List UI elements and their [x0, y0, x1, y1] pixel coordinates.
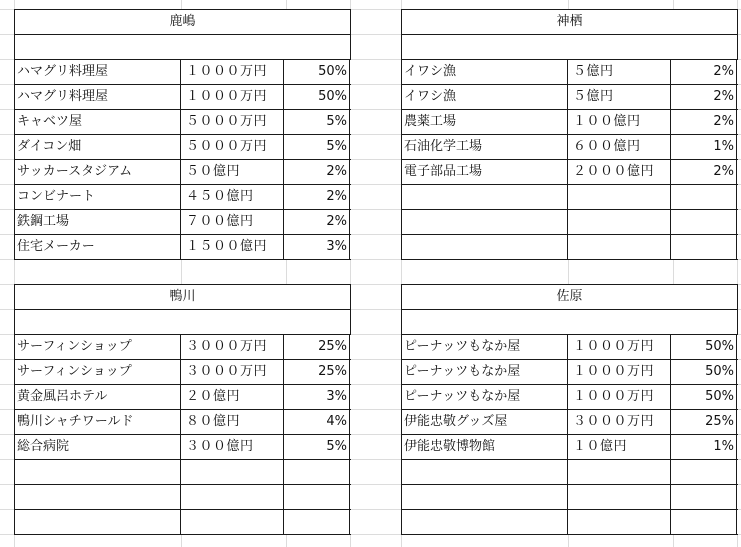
table-title[interactable]: 鴨川 [15, 285, 351, 309]
amount-cell[interactable]: ２０億円 [181, 385, 284, 409]
amount-cell[interactable]: ８０億円 [181, 410, 284, 434]
percent-cell[interactable]: 25% [284, 335, 350, 359]
percent-cell[interactable] [671, 510, 737, 534]
amount-cell[interactable]: １０００万円 [568, 335, 671, 359]
amount-cell[interactable] [181, 510, 284, 534]
percent-cell[interactable]: 2% [284, 160, 350, 184]
percent-cell[interactable]: 50% [671, 335, 737, 359]
item-name-cell[interactable]: コンビナート [15, 185, 181, 209]
table-row [15, 510, 351, 535]
item-name-cell[interactable]: 住宅メーカー [15, 235, 181, 259]
table-row [15, 460, 351, 485]
amount-cell[interactable]: １０００万円 [568, 360, 671, 384]
item-name-cell[interactable] [15, 510, 181, 534]
empty-cell[interactable] [402, 310, 738, 334]
percent-cell[interactable]: 25% [671, 410, 737, 434]
table-row [15, 410, 351, 435]
amount-cell[interactable] [181, 485, 284, 509]
table-row [15, 485, 351, 510]
table-row [402, 160, 738, 185]
table-title[interactable]: 鹿嶋 [15, 10, 351, 34]
amount-cell[interactable] [181, 460, 284, 484]
table-row [402, 135, 738, 160]
empty-cell[interactable] [15, 310, 351, 334]
table-row [402, 85, 738, 110]
item-name-cell[interactable] [402, 510, 568, 534]
item-name-cell[interactable]: 農薬工場 [402, 110, 568, 134]
item-name-cell[interactable]: イワシ漁 [402, 60, 568, 84]
amount-cell[interactable]: ２０００億円 [568, 160, 671, 184]
item-name-cell[interactable] [402, 460, 568, 484]
percent-cell[interactable]: 1% [671, 435, 737, 459]
item-name-cell[interactable]: キャベツ屋 [15, 110, 181, 134]
percent-cell[interactable]: 50% [284, 60, 350, 84]
item-name-cell[interactable]: 鴨川シャチワールド [15, 410, 181, 434]
percent-cell[interactable]: 50% [671, 360, 737, 384]
empty-cell[interactable] [402, 35, 738, 59]
amount-cell[interactable] [568, 185, 671, 209]
amount-cell[interactable]: ５０００万円 [181, 135, 284, 159]
amount-cell[interactable]: ６００億円 [568, 135, 671, 159]
table-row [15, 435, 351, 460]
amount-cell[interactable]: １０００万円 [568, 385, 671, 409]
percent-cell[interactable]: 5% [284, 135, 350, 159]
item-name-cell[interactable] [402, 235, 568, 259]
amount-cell[interactable]: ４５０億円 [181, 185, 284, 209]
item-name-cell[interactable]: 鉄鋼工場 [15, 210, 181, 234]
table-row [402, 235, 738, 260]
table-sawara [401, 284, 738, 535]
table-row [402, 110, 738, 135]
table-row [402, 335, 738, 360]
percent-cell[interactable]: 1% [671, 135, 737, 159]
item-name-cell[interactable]: サッカースタジアム [15, 160, 181, 184]
table-kamisu [401, 9, 738, 260]
item-name-cell[interactable]: サーフィンショップ [15, 360, 181, 384]
percent-cell[interactable]: 3% [284, 385, 350, 409]
amount-cell[interactable] [568, 235, 671, 259]
item-name-cell[interactable]: 石油化学工場 [402, 135, 568, 159]
percent-cell[interactable]: 2% [671, 110, 737, 134]
table-row [15, 235, 351, 260]
percent-cell[interactable]: 25% [284, 360, 350, 384]
item-name-cell[interactable]: サーフィンショップ [15, 335, 181, 359]
table-row [402, 60, 738, 85]
amount-cell[interactable] [568, 510, 671, 534]
table-row [402, 385, 738, 410]
item-name-cell[interactable]: 黄金風呂ホテル [15, 385, 181, 409]
percent-cell[interactable]: 50% [671, 385, 737, 409]
table-row [15, 210, 351, 235]
item-name-cell[interactable]: 総合病院 [15, 435, 181, 459]
table-title[interactable]: 神栖 [402, 10, 738, 34]
percent-cell[interactable] [671, 185, 737, 209]
amount-cell[interactable]: １００億円 [568, 110, 671, 134]
amount-cell[interactable]: ３０００万円 [181, 360, 284, 384]
table-row [402, 510, 738, 535]
amount-cell[interactable] [568, 485, 671, 509]
table-row [402, 460, 738, 485]
table-row [402, 435, 738, 460]
item-name-cell[interactable]: ピーナッツもなか屋 [402, 360, 568, 384]
percent-cell[interactable]: 5% [284, 435, 350, 459]
percent-cell[interactable] [671, 210, 737, 234]
item-name-cell[interactable]: ピーナッツもなか屋 [402, 385, 568, 409]
percent-cell[interactable]: 2% [284, 210, 350, 234]
percent-cell[interactable]: 2% [671, 160, 737, 184]
amount-cell[interactable]: ３００億円 [181, 435, 284, 459]
item-name-cell[interactable]: ハマグリ料理屋 [15, 60, 181, 84]
amount-cell[interactable]: ５億円 [568, 85, 671, 109]
table-row [15, 160, 351, 185]
table-row [15, 110, 351, 135]
item-name-cell[interactable]: 伊能忠敬博物館 [402, 435, 568, 459]
table-row [15, 185, 351, 210]
item-name-cell[interactable] [402, 485, 568, 509]
item-name-cell[interactable]: イワシ漁 [402, 85, 568, 109]
amount-cell[interactable]: １０００万円 [181, 60, 284, 84]
amount-cell[interactable] [568, 210, 671, 234]
item-name-cell[interactable] [402, 185, 568, 209]
amount-cell[interactable] [568, 460, 671, 484]
percent-cell[interactable] [671, 485, 737, 509]
item-name-cell[interactable]: ダイコン畑 [15, 135, 181, 159]
item-name-cell[interactable]: 伊能忠敬グッズ屋 [402, 410, 568, 434]
item-name-cell[interactable]: ピーナッツもなか屋 [402, 335, 568, 359]
table-row [15, 60, 351, 85]
percent-cell[interactable] [284, 485, 350, 509]
table-row [15, 335, 351, 360]
amount-cell[interactable]: ３０００万円 [568, 410, 671, 434]
item-name-cell[interactable]: 電子部品工場 [402, 160, 568, 184]
amount-cell[interactable]: １５００億円 [181, 235, 284, 259]
table-kamogawa [14, 284, 351, 535]
percent-cell[interactable]: 2% [284, 185, 350, 209]
amount-cell[interactable]: ３０００万円 [181, 335, 284, 359]
percent-cell[interactable]: 5% [284, 110, 350, 134]
percent-cell[interactable]: 4% [284, 410, 350, 434]
item-name-cell[interactable] [15, 460, 181, 484]
table-row [402, 410, 738, 435]
empty-cell[interactable] [15, 35, 351, 59]
table-row [15, 85, 351, 110]
item-name-cell[interactable]: ハマグリ料理屋 [15, 85, 181, 109]
table-row [402, 485, 738, 510]
percent-cell[interactable] [671, 460, 737, 484]
item-name-cell[interactable] [15, 485, 181, 509]
amount-cell[interactable]: １０億円 [568, 435, 671, 459]
percent-cell[interactable] [284, 510, 350, 534]
percent-cell[interactable]: 3% [284, 235, 350, 259]
percent-cell[interactable] [284, 460, 350, 484]
amount-cell[interactable]: ５０００万円 [181, 110, 284, 134]
table-row [402, 185, 738, 210]
table-row [15, 385, 351, 410]
table-title[interactable]: 佐原 [402, 285, 738, 309]
table-row [15, 360, 351, 385]
amount-cell[interactable]: ５億円 [568, 60, 671, 84]
percent-cell[interactable]: 2% [671, 60, 737, 84]
table-kashima [14, 9, 351, 260]
percent-cell[interactable]: 2% [671, 85, 737, 109]
table-row [402, 360, 738, 385]
amount-cell[interactable]: ５０億円 [181, 160, 284, 184]
amount-cell[interactable]: １０００万円 [181, 85, 284, 109]
table-row [402, 210, 738, 235]
percent-cell[interactable]: 50% [284, 85, 350, 109]
percent-cell[interactable] [671, 235, 737, 259]
amount-cell[interactable]: ７００億円 [181, 210, 284, 234]
table-row [15, 135, 351, 160]
item-name-cell[interactable] [402, 210, 568, 234]
